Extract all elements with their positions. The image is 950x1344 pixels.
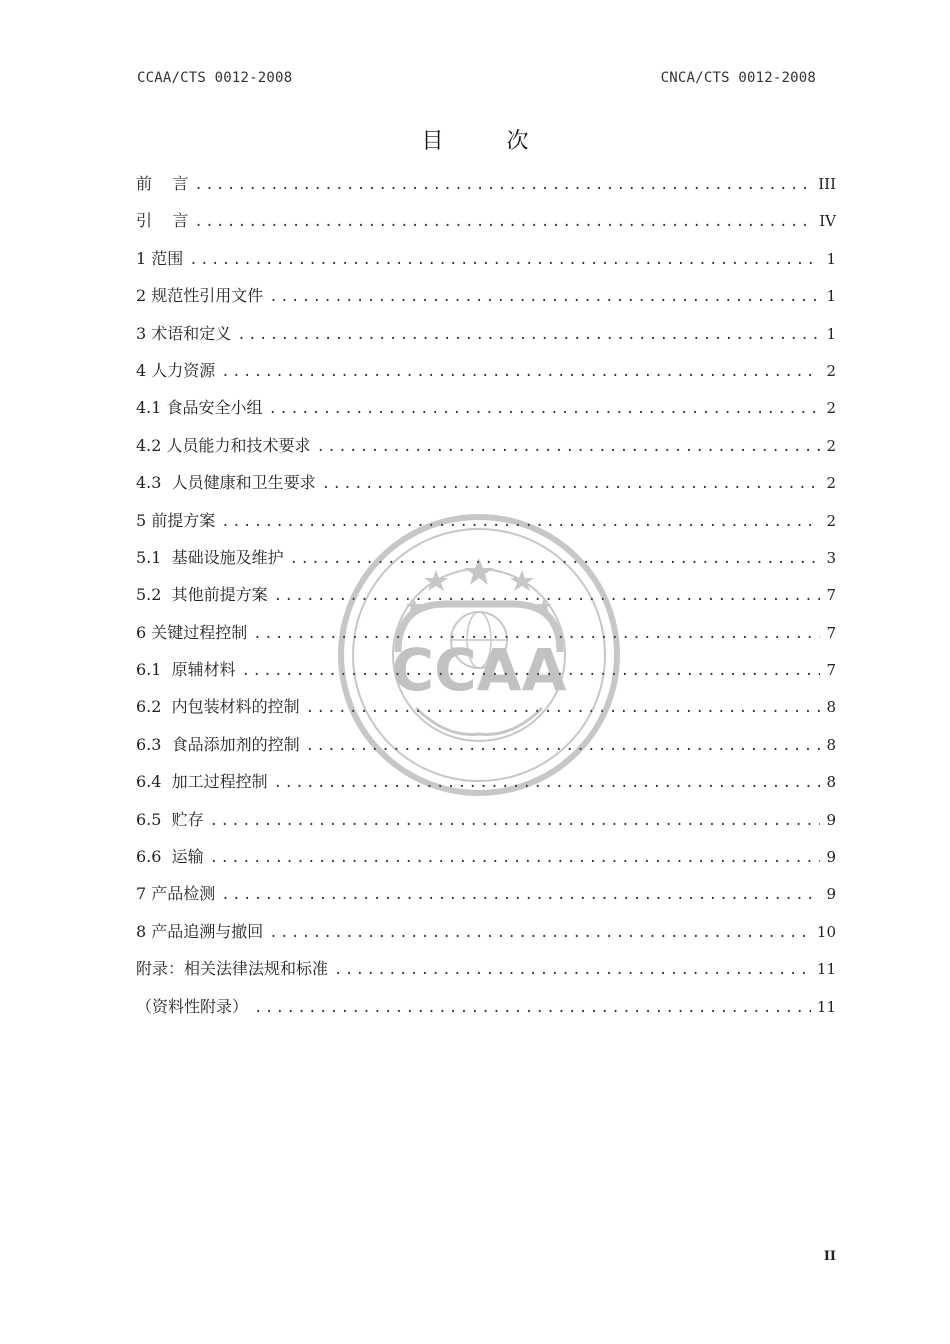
toc-entry-page: 9 — [826, 885, 836, 904]
toc-entry[interactable] — [136, 277, 836, 314]
toc-entry-page: 3 — [826, 548, 836, 567]
toc-entry-page: 2 — [826, 361, 836, 380]
toc-leader-dots — [237, 317, 820, 354]
page-title: 目 次 — [421, 129, 557, 154]
toc-entry-page: 2 — [826, 399, 836, 418]
toc-leader-dots — [210, 803, 821, 840]
toc-entry-label: 4.1 食品安全小组 — [136, 398, 263, 418]
toc-entry-label: 引 言 — [136, 211, 189, 231]
toc-entry-label: 5.2 其他前提方案 — [136, 585, 268, 605]
toc-leader-dots — [269, 915, 811, 952]
toc-leader-dots — [210, 840, 821, 877]
toc-entry[interactable] — [136, 988, 836, 1025]
toc-entry-page: 2 — [826, 511, 836, 530]
toc-entry[interactable] — [136, 202, 836, 239]
toc-entry-label: （资料性附录） — [136, 996, 249, 1016]
toc-entry[interactable] — [136, 352, 836, 389]
toc-entry-label: 3 术语和定义 — [136, 323, 232, 343]
toc-leader-dots — [221, 877, 820, 914]
toc-entry-label: 6.4 加工过程控制 — [136, 772, 268, 792]
header-right-code: CNCA/CTS 0012-2008 — [660, 70, 816, 86]
toc-entry[interactable] — [136, 875, 836, 912]
toc-entry[interactable] — [136, 801, 836, 838]
toc-entry-label: 4.2 人员能力和技术要求 — [136, 435, 311, 455]
toc-entry-page: 7 — [826, 586, 836, 605]
toc-leader-dots — [269, 279, 820, 316]
toc-entry-page: 9 — [826, 810, 836, 829]
toc-entry-label: 6 关键过程控制 — [136, 622, 248, 642]
toc-entry[interactable] — [136, 950, 836, 987]
toc-entry-label: 1 范围 — [136, 248, 184, 268]
toc-entry-page: 7 — [826, 623, 836, 642]
toc-entry-page: 11 — [816, 997, 836, 1016]
toc-entry[interactable] — [136, 913, 836, 950]
toc-entry[interactable] — [136, 315, 836, 352]
toc-leader-dots — [322, 466, 821, 503]
ccaa-seal-watermark-icon — [336, 512, 622, 798]
toc-leader-dots — [254, 990, 811, 1027]
toc-entry-page: IV — [819, 212, 836, 231]
toc-entry-label: 6.2 内包装材料的控制 — [136, 697, 300, 717]
toc-leader-dots — [317, 429, 821, 466]
toc-entry-label: 6.5 贮存 — [136, 809, 204, 829]
toc-entry-page: 1 — [826, 324, 836, 343]
toc-entry-page: 1 — [826, 287, 836, 306]
toc-leader-dots — [194, 167, 812, 204]
toc-entry-page: 11 — [816, 960, 836, 979]
toc-entry-label: 前 言 — [136, 174, 189, 193]
toc-entry[interactable] — [136, 427, 836, 464]
toc-leader-dots — [269, 391, 821, 428]
toc-entry[interactable] — [136, 165, 836, 202]
toc-entry-page: 2 — [826, 474, 836, 493]
toc-entry-page: 2 — [826, 436, 836, 455]
toc-entry-label: 4.3 人员健康和卫生要求 — [136, 473, 316, 493]
watermark-logo-text: CCAA — [391, 636, 567, 704]
toc-entry-label: 8 产品追溯与撤回 — [136, 921, 264, 941]
toc-leader-dots — [194, 204, 813, 241]
toc-entry-label: 6.6 运输 — [136, 847, 204, 867]
toc-entry-label: 5.1 基础设施及维护 — [136, 547, 284, 567]
header-left-code: CCAA/CTS 0012-2008 — [137, 70, 293, 86]
toc-entry-label: 2 规范性引用文件 — [136, 286, 264, 306]
toc-entry-label: 6.1 原辅材料 — [136, 660, 236, 680]
toc-entry-label: 5 前提方案 — [136, 510, 216, 530]
toc-leader-dots — [221, 354, 820, 391]
toc-entry-page: 7 — [826, 661, 836, 680]
toc-entry[interactable] — [136, 240, 836, 277]
toc-entry-label: 6.3 食品添加剂的控制 — [136, 734, 300, 754]
toc-entry-label: 7 产品检测 — [136, 884, 216, 904]
toc-leader-dots — [334, 952, 811, 989]
toc-entry-page: 8 — [826, 773, 836, 792]
page-number: II — [823, 1249, 836, 1264]
toc-entry[interactable] — [136, 464, 836, 501]
toc-entry-page: 8 — [826, 735, 836, 754]
toc-entry-page: 9 — [826, 848, 836, 867]
toc-entry-page: 1 — [826, 249, 836, 268]
toc-entry[interactable] — [136, 389, 836, 426]
toc-entry[interactable] — [136, 838, 836, 875]
toc-entry-page: 10 — [816, 922, 836, 941]
toc-entry-page: III — [818, 175, 836, 193]
toc-leader-dots — [189, 242, 820, 279]
toc-entry-page: 8 — [826, 698, 836, 717]
toc-entry-label: 附录：相关法律法规和标准 — [136, 959, 329, 979]
toc-entry-label: 4 人力资源 — [136, 360, 216, 380]
